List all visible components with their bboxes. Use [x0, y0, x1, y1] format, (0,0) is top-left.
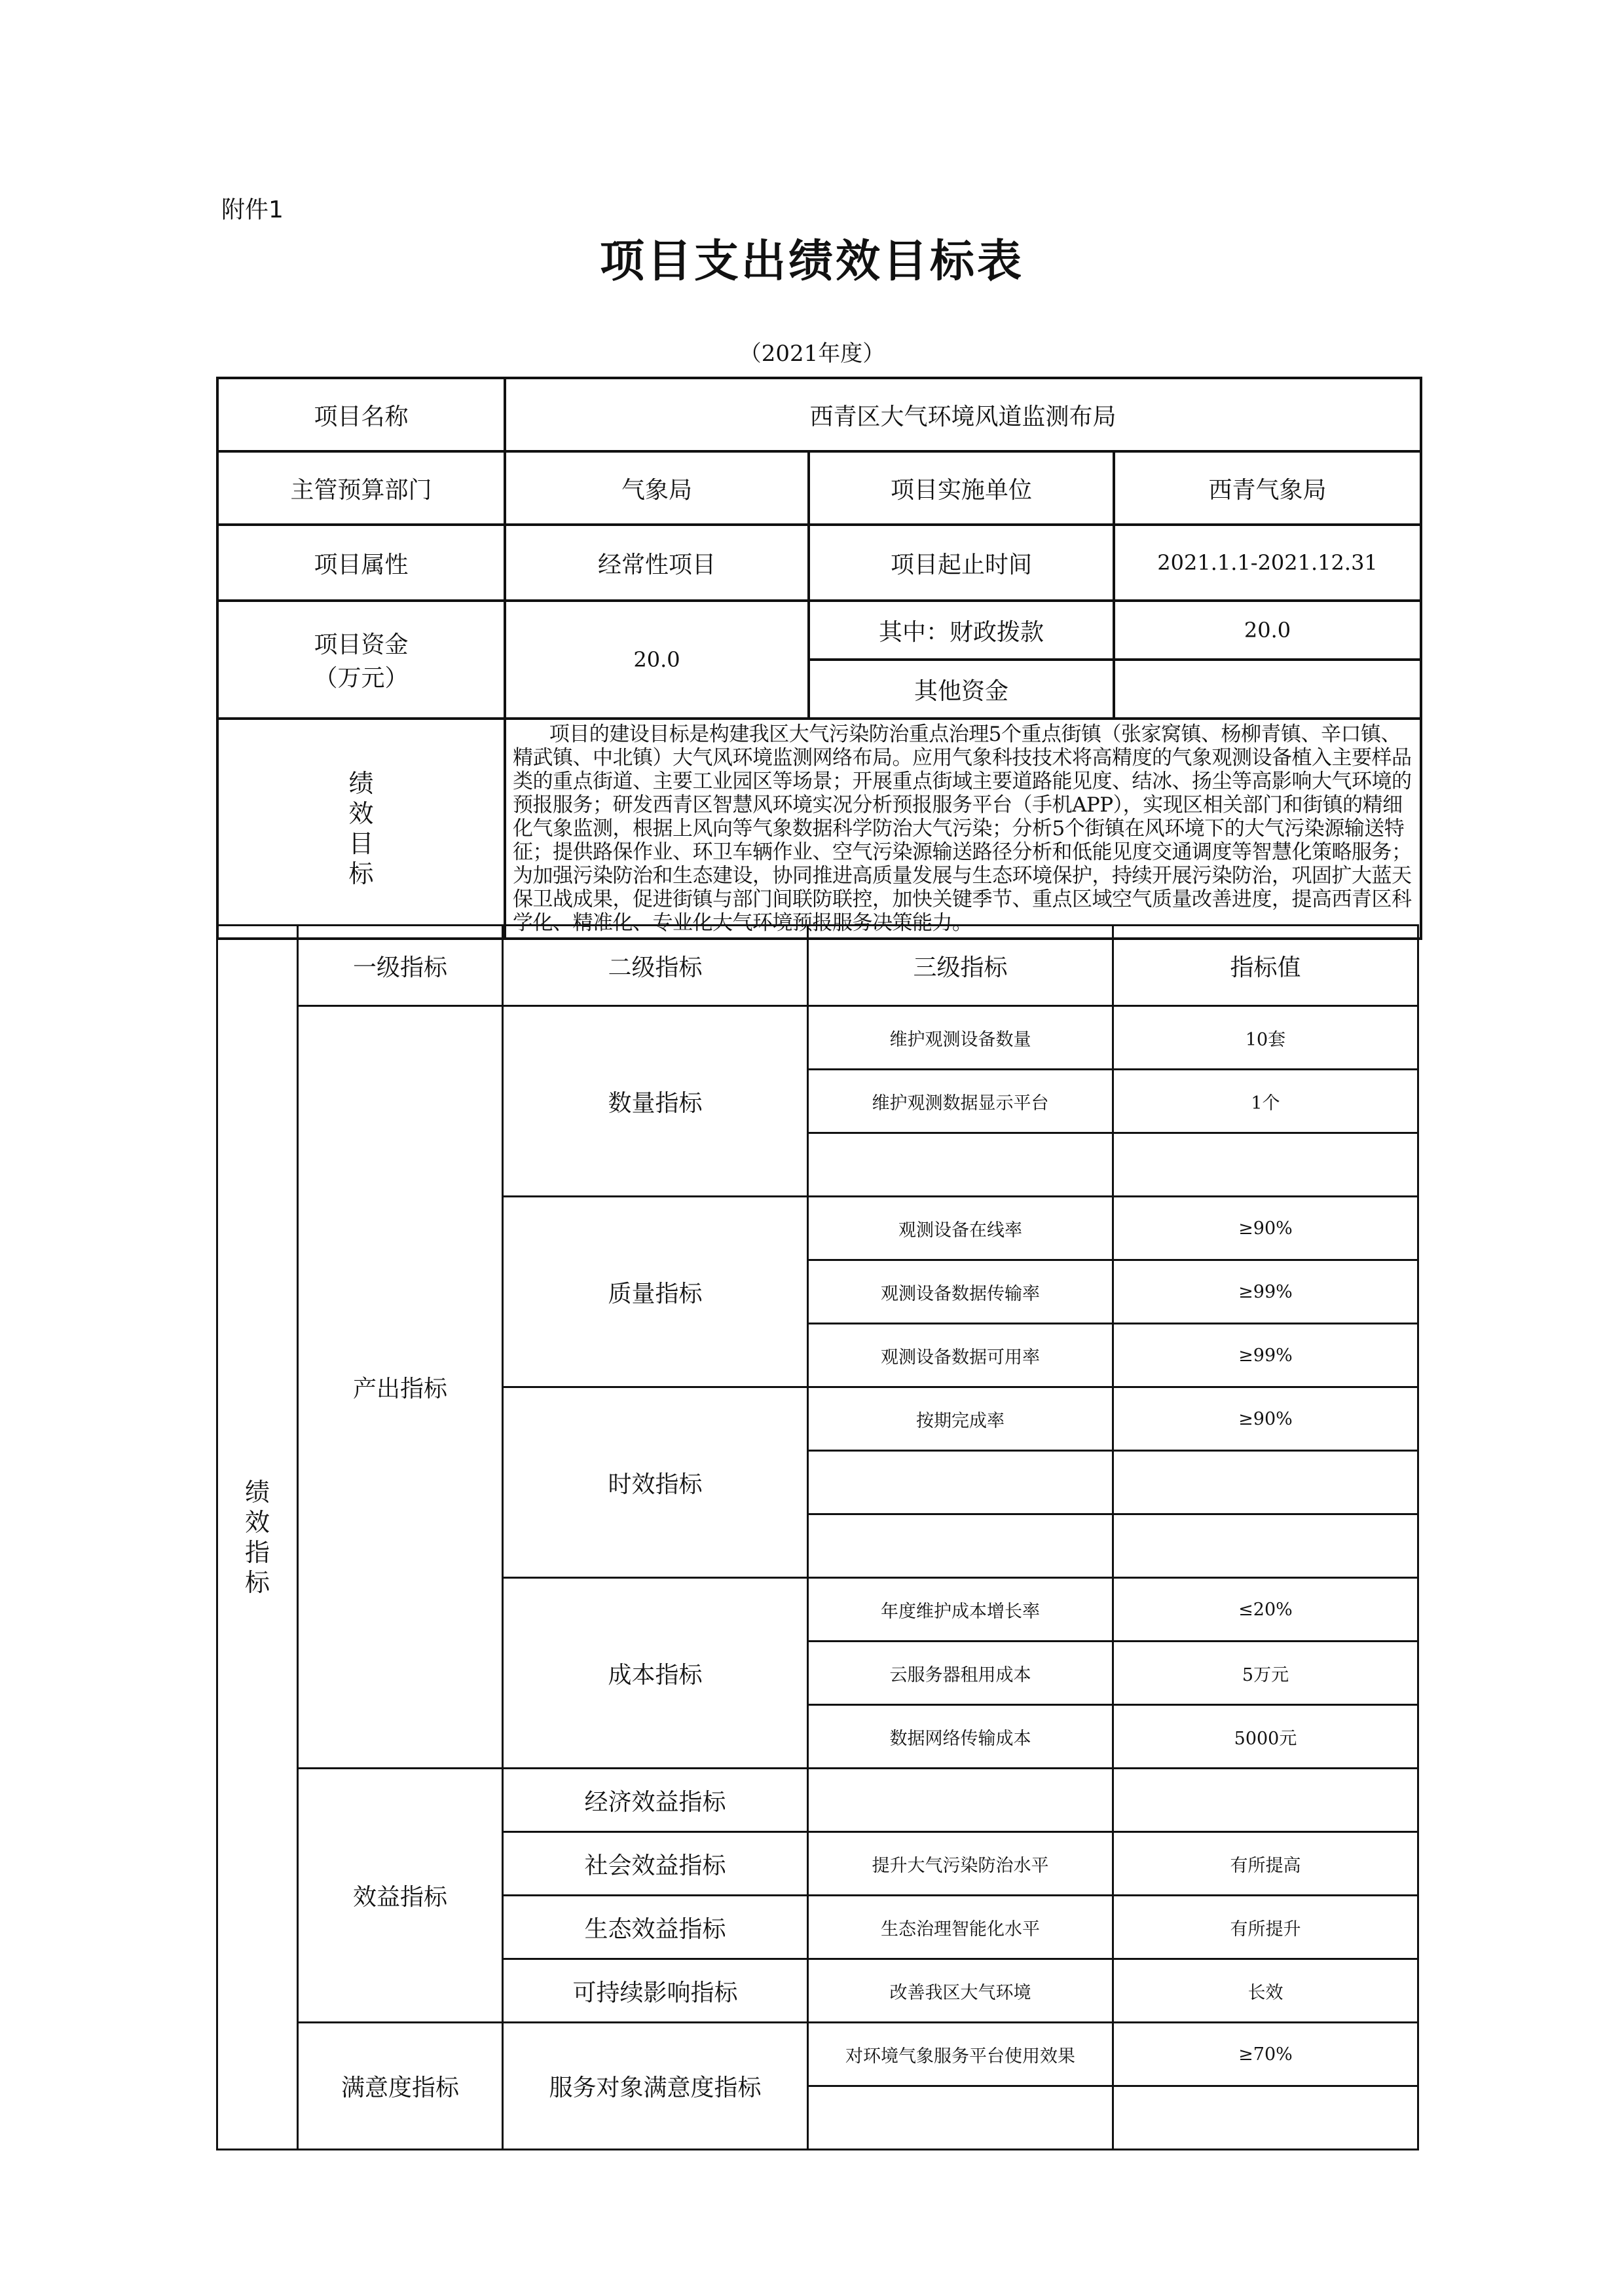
level3-cell: 观测设备在线率: [808, 1197, 1113, 1260]
level2-cell: 时效指标: [503, 1387, 808, 1578]
fiscal-label: 其中：财政拨款: [809, 601, 1114, 660]
project-name-label: 项目名称: [217, 378, 505, 451]
project-info-table: [216, 377, 1422, 940]
value-cell: ≥99%: [1113, 1260, 1418, 1324]
value-cell: ≥70%: [1113, 2023, 1418, 2086]
fund-total-value: 20.0: [505, 601, 809, 719]
goal-label-text: 绩效目标: [348, 769, 374, 888]
attr-label: 项目属性: [217, 525, 505, 601]
fund-label-text: 项目资金: [314, 631, 409, 658]
level2-cell: 生态效益指标: [503, 1896, 808, 1959]
value-cell: 有所提升: [1113, 1896, 1418, 1959]
level3-cell: 按期完成率: [808, 1387, 1113, 1451]
level2-cell: 数量指标: [503, 1006, 808, 1197]
level2-cell: 服务对象满意度指标: [503, 2023, 808, 2150]
fund-label: [217, 601, 505, 719]
value-cell: [1113, 2086, 1418, 2150]
dept-label: 主管预算部门: [217, 451, 505, 525]
table-row: [217, 1006, 1418, 1070]
value-cell: ≥90%: [1113, 1197, 1418, 1260]
level2-cell: 成本指标: [503, 1578, 808, 1769]
value-cell: [1113, 1769, 1418, 1832]
level3-cell: [808, 1769, 1113, 1832]
goal-label: [217, 719, 505, 939]
value-cell: [1113, 1133, 1418, 1197]
level3-cell: 对环境气象服务平台使用效果: [808, 2023, 1113, 2086]
attachment-label: 附件1: [221, 197, 284, 223]
header-cell: 指标值: [1113, 926, 1418, 1006]
level3-cell: 数据网络传输成本: [808, 1705, 1113, 1769]
indicator-header-row: [217, 926, 1418, 1006]
value-cell: 1个: [1113, 1070, 1418, 1133]
level3-cell: 云服务器租用成本: [808, 1642, 1113, 1705]
table-row: [217, 1769, 1418, 1832]
value-cell: 长效: [1113, 1959, 1418, 2023]
header-cell: 一级指标: [298, 926, 503, 1006]
table-row: [217, 2023, 1418, 2086]
value-cell: ≥99%: [1113, 1324, 1418, 1387]
value-cell: 有所提高: [1113, 1832, 1418, 1896]
level3-cell: 维护观测数据显示平台: [808, 1070, 1113, 1133]
attr-value: 经常性项目: [505, 525, 809, 601]
other-fund-label: 其他资金: [809, 660, 1114, 719]
period-label: 项目起止时间: [809, 525, 1114, 601]
other-fund-value: [1114, 660, 1421, 719]
value-cell: ≥90%: [1113, 1387, 1418, 1451]
goal-text: 项目的建设目标是构建我区大气污染防治重点治理5个重点街镇（张家窝镇、杨柳青镇、辛口镇、精武镇、中北镇）大气风环境监测网络布局。应用气象科技技术将高精度的气象观测设备植入主要样品类的重点街道、主要工业园区等场景；开展重点街域主要道路能见度、结冰、扬尘等高影响大气环境的预报服务；研发西青区智慧风环境实况分析预报服务平台（手机APP），实现区相关部门和街镇的精细化气象监测，根据上风向等气象数据科学防治大气污染；分析5个街镇在风环境下的大气污染源输送特征；提供路保作业、环卫车辆作业、空气污染源输送路径分析和低能见度交通调度等智慧化策略服务；为加强污染防治和生态建设，协同推进高质量发展与生态环境保护，持续开展污染防治，巩固扩大蓝天保卫战成果，促进街镇与部门间联防联控，加快关键季节、重点区域空气质量改善进度，提高西青区科学化、精准化、专业化大气环境预报服务决策能力。: [505, 719, 1421, 939]
value-cell: 10套: [1113, 1006, 1418, 1070]
indicator-table: [216, 924, 1419, 2150]
level3-cell: [808, 1133, 1113, 1197]
header-cell: 三级指标: [808, 926, 1113, 1006]
page-title: 项目支出绩效目标表: [599, 236, 1024, 288]
level3-cell: 提升大气污染防治水平: [808, 1832, 1113, 1896]
dept-value: 气象局: [505, 451, 809, 525]
level3-cell: [808, 2086, 1113, 2150]
fiscal-value: 20.0: [1114, 601, 1421, 660]
year-label: （2021年度）: [739, 341, 885, 367]
value-cell: [1113, 1451, 1418, 1514]
level3-cell: 改善我区大气环境: [808, 1959, 1113, 2023]
level2-cell: 质量指标: [503, 1197, 808, 1387]
level1-cell: 产出指标: [298, 1006, 503, 1769]
level3-cell: 观测设备数据可用率: [808, 1324, 1113, 1387]
header-cell: 二级指标: [503, 926, 808, 1006]
level3-cell: 年度维护成本增长率: [808, 1578, 1113, 1642]
value-cell: 5万元: [1113, 1642, 1418, 1705]
value-cell: 5000元: [1113, 1705, 1418, 1769]
fund-unit-text: （万元）: [314, 665, 409, 692]
level2-cell: 可持续影响指标: [503, 1959, 808, 2023]
level2-cell: 社会效益指标: [503, 1832, 808, 1896]
project-name-value: 西青区大气环境风道监测布局: [505, 378, 1421, 451]
value-cell: [1113, 1514, 1418, 1578]
period-value: 2021.1.1-2021.12.31: [1114, 525, 1421, 601]
level3-cell: [808, 1514, 1113, 1578]
level3-cell: [808, 1451, 1113, 1514]
level2-cell: 经济效益指标: [503, 1769, 808, 1832]
level3-cell: 生态治理智能化水平: [808, 1896, 1113, 1959]
perf-label-text: 绩效指标: [245, 1478, 270, 1597]
unit-value: 西青气象局: [1114, 451, 1421, 525]
level1-cell: 效益指标: [298, 1769, 503, 2023]
level3-cell: 观测设备数据传输率: [808, 1260, 1113, 1324]
unit-label: 项目实施单位: [809, 451, 1114, 525]
perf-label: [217, 926, 298, 2150]
level3-cell: 维护观测设备数量: [808, 1006, 1113, 1070]
value-cell: ≤20%: [1113, 1578, 1418, 1642]
level1-cell: 满意度指标: [298, 2023, 503, 2150]
